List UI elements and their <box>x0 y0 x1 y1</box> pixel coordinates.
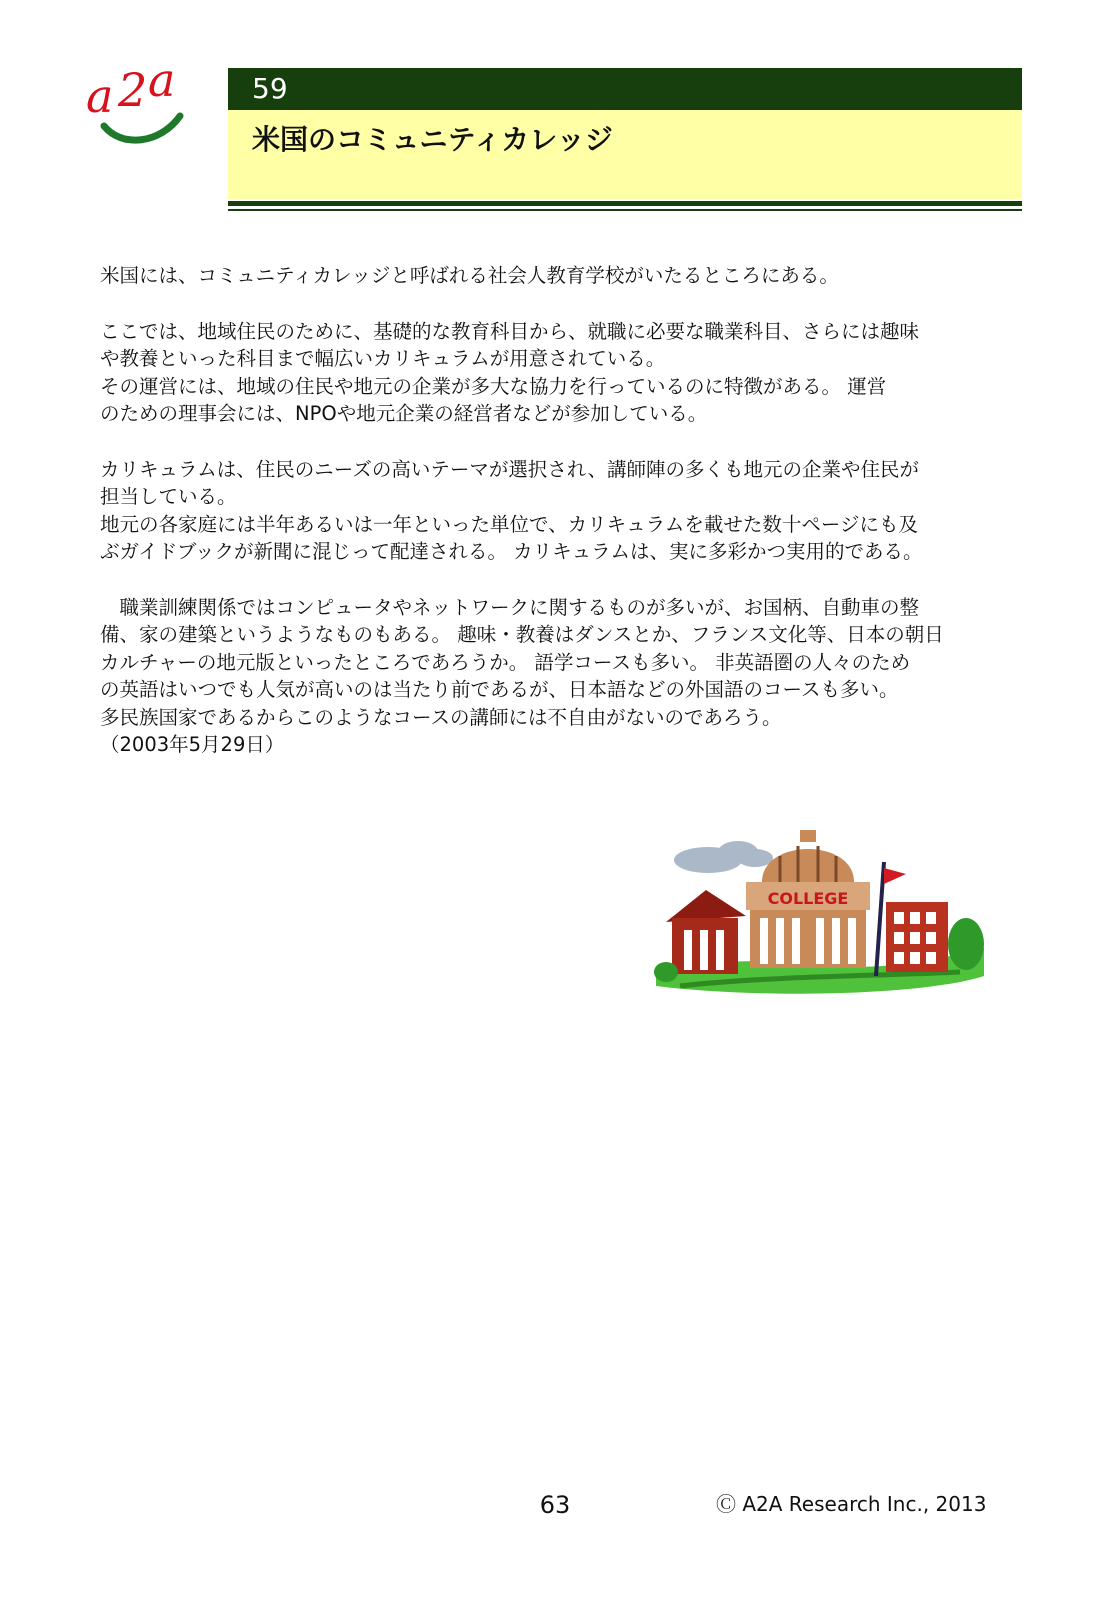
text-line: や教養といった科目まで幅広いカリキュラムが用意されている。 <box>100 347 666 370</box>
text-line: の英語はいつでも人気が高いのは当たり前であるが、日本語などの外国語のコースも多い。 <box>100 678 899 701</box>
header-title-box <box>228 110 1022 199</box>
paragraph-gap <box>100 566 1004 594</box>
header-divider-thin <box>228 209 1022 211</box>
copyright-notice: Ⓒ A2A Research Inc., 2013 <box>716 1492 987 1516</box>
article-body <box>100 262 1004 759</box>
college-illustration <box>650 826 990 1002</box>
header-divider-thick <box>228 201 1022 206</box>
text-line: のための理事会には、NPOや地元企業の経営者などが参加している。 <box>100 402 708 425</box>
text-line: 備、家の建築というようなものもある。 趣味・教養はダンスとか、フランス文化等、日本の朝日 <box>100 623 944 646</box>
text-line: 地元の各家庭には半年あるいは一年といった単位で、カリキュラムを載せた数十ページにも及 <box>100 512 919 536</box>
text-line: カルチャーの地元版といったところであろうか。 語学コースも多い。 非英語圏の人々のため <box>100 650 911 674</box>
date-line: （2003年5月29日） <box>100 733 285 756</box>
text-line: 多民族国家であるからこのようなコースの講師には不自由がないのであろう。 <box>100 705 782 729</box>
text-line: 担当している。 <box>100 485 237 508</box>
a2a-logo <box>82 60 202 156</box>
text-line: 米国には、コミュニティカレッジと呼ばれる社会人教育学校がいたるところにある。 <box>100 264 839 287</box>
page-number: 63 <box>539 1491 571 1519</box>
svg-text:a: a <box>86 69 114 123</box>
text-line: カリキュラムは、住民のニーズの高いテーマが選択され、講師陣の多くも地元の企業や住民が <box>100 457 920 481</box>
header-number-band <box>228 68 1022 110</box>
svg-text:2: 2 <box>118 63 148 117</box>
svg-text:a: a <box>148 60 176 107</box>
page-title: 米国のコミュニティカレッジ <box>252 123 613 156</box>
text-line: ぶガイドブックが新聞に混じって配達される。 カリキュラムは、実に多彩かつ実用的である。 <box>100 540 923 563</box>
college-sign: COLLEGE <box>767 889 849 908</box>
paragraph-gap <box>100 290 1004 318</box>
text-line: 職業訓練関係ではコンピュータやネットワークに関するものが多いが、お国柄、自動車の整 <box>100 595 920 619</box>
article-number: 59 <box>252 72 288 105</box>
paragraph-gap <box>100 428 1004 456</box>
text-line: ここでは、地域住民のために、基礎的な教育科目から、就職に必要な職業科目、さらには趣味 <box>100 319 920 343</box>
text-line: その運営には、地域の住民や地元の企業が多大な協力を行っているのに特徴がある。 運営 <box>100 374 887 398</box>
